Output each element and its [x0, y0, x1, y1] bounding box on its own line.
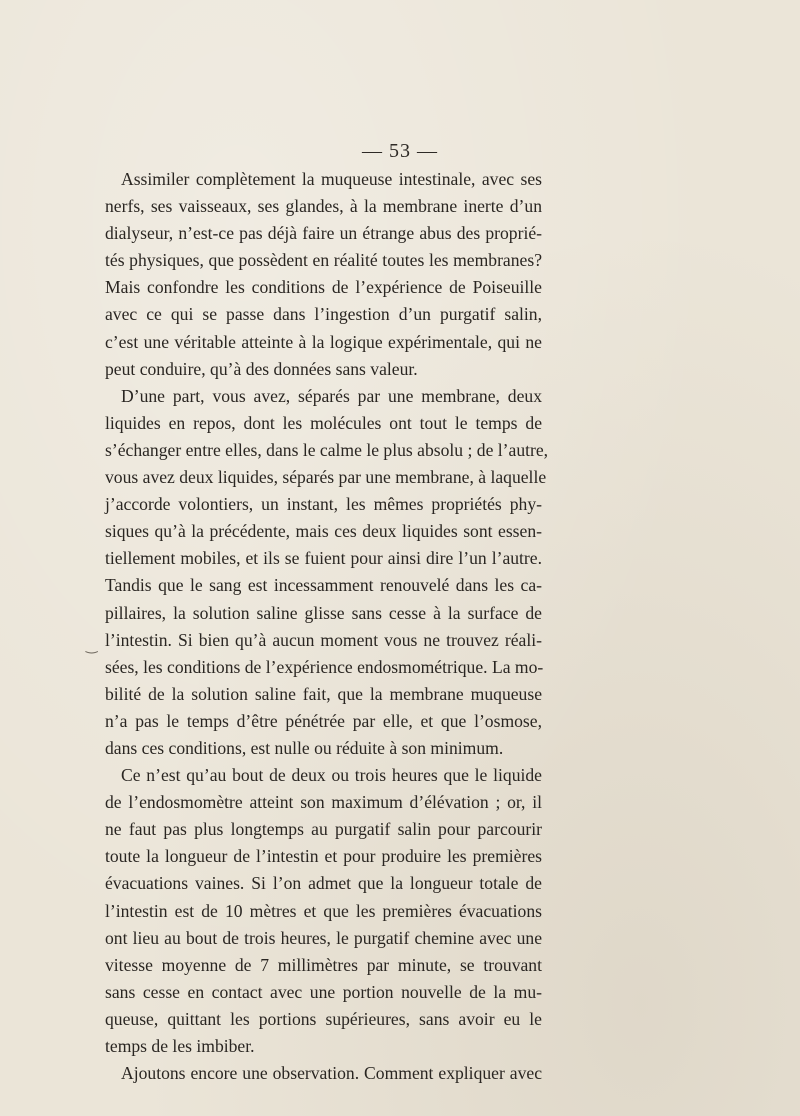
margin-mark: ‿	[86, 639, 98, 654]
text-line: tés physiques, que possèdent en réalité toutes les membranes?	[105, 250, 542, 271]
text-line: queuse, quittant les portions supérieures, sans avoir eu le	[105, 1008, 542, 1029]
text-line: dialyseur, n’est-ce pas déjà faire un étrange abus des proprié-	[105, 223, 542, 244]
text-line: avec ce qui se passe dans l’ingestion d’un purgatif salin,	[105, 304, 542, 325]
text-line: ont lieu au bout de trois heures, le purgatif chemine avec une	[105, 927, 542, 948]
text-line: n’a pas le temps d’être pénétrée par elle, et que l’osmose,	[105, 710, 542, 731]
text-line: nerfs, ses vaisseaux, ses glandes, à la membrane inerte d’un	[105, 196, 542, 217]
text-line: l’intestin est de 10 mètres et que les premières évacuations	[105, 900, 542, 921]
text-line: liquides en repos, dont les molécules ont tout le temps de	[105, 412, 542, 433]
text-line: Assimiler complètement la muqueuse intestinale, avec ses	[121, 169, 542, 189]
text-line: peut conduire, qu’à des données sans valeur.	[105, 358, 418, 379]
text-line: vitesse moyenne de 7 millimètres par minute, se trouvant	[105, 954, 542, 975]
text-line: pillaires, la solution saline glisse sans cesse à la surface de	[105, 602, 542, 623]
text-line: vous avez deux liquides, séparés par une membrane, à laquelle	[105, 467, 547, 488]
text-line: sées, les conditions de l’expérience endosmométrique. La mo-	[105, 656, 544, 677]
page-number: — 53 —	[362, 140, 438, 162]
body-text	[105, 166, 549, 1087]
text-line: dans ces conditions, est nulle ou réduite à son minimum.	[105, 737, 504, 758]
text-line: ne faut pas plus longtemps au purgatif salin pour parcourir	[105, 819, 542, 840]
text-line: Ajoutons encore une observation. Comment expliquer avec	[121, 1063, 542, 1084]
text-line: siques qu’à la précédente, mais ces deux liquides sont essen-	[105, 521, 542, 542]
text-line: toute la longueur de l’intestin et pour produire les premières	[105, 846, 542, 867]
text-line: temps de les imbiber.	[105, 1036, 255, 1056]
text-line: Ce n’est qu’au bout de deux ou trois heures que le liquide	[121, 765, 542, 786]
text-line: bilité de la solution saline fait, que la membrane muqueuse	[105, 683, 542, 704]
text-line: D’une part, vous avez, séparés par une membrane, deux	[121, 385, 542, 406]
text-line: tiellement mobiles, et ils se fuient pour ainsi dire l’un l’autre.	[105, 548, 542, 569]
text-line: sans cesse en contact avec une portion nouvelle de la mu-	[105, 981, 542, 1002]
text-line: c’est une véritable atteinte à la logique expérimentale, qui ne	[105, 331, 542, 352]
text-line: l’intestin. Si bien qu’à aucun moment vous ne trouvez réali-	[105, 629, 542, 650]
text-line: s’échanger entre elles, dans le calme le plus absolu ; de l’autre,	[105, 439, 549, 460]
text-line: Tandis que le sang est incessamment renouvelé dans les ca-	[105, 575, 542, 596]
text-line: de l’endosmomètre atteint son maximum d’élévation ; or, il	[105, 792, 542, 813]
text-line: évacuations vaines. Si l’on admet que la longueur totale de	[105, 873, 542, 894]
text-line: j’accorde volontiers, un instant, les mêmes propriétés phy-	[105, 494, 542, 515]
text-line: Mais confondre les conditions de l’expérience de Poiseuille	[105, 277, 542, 298]
